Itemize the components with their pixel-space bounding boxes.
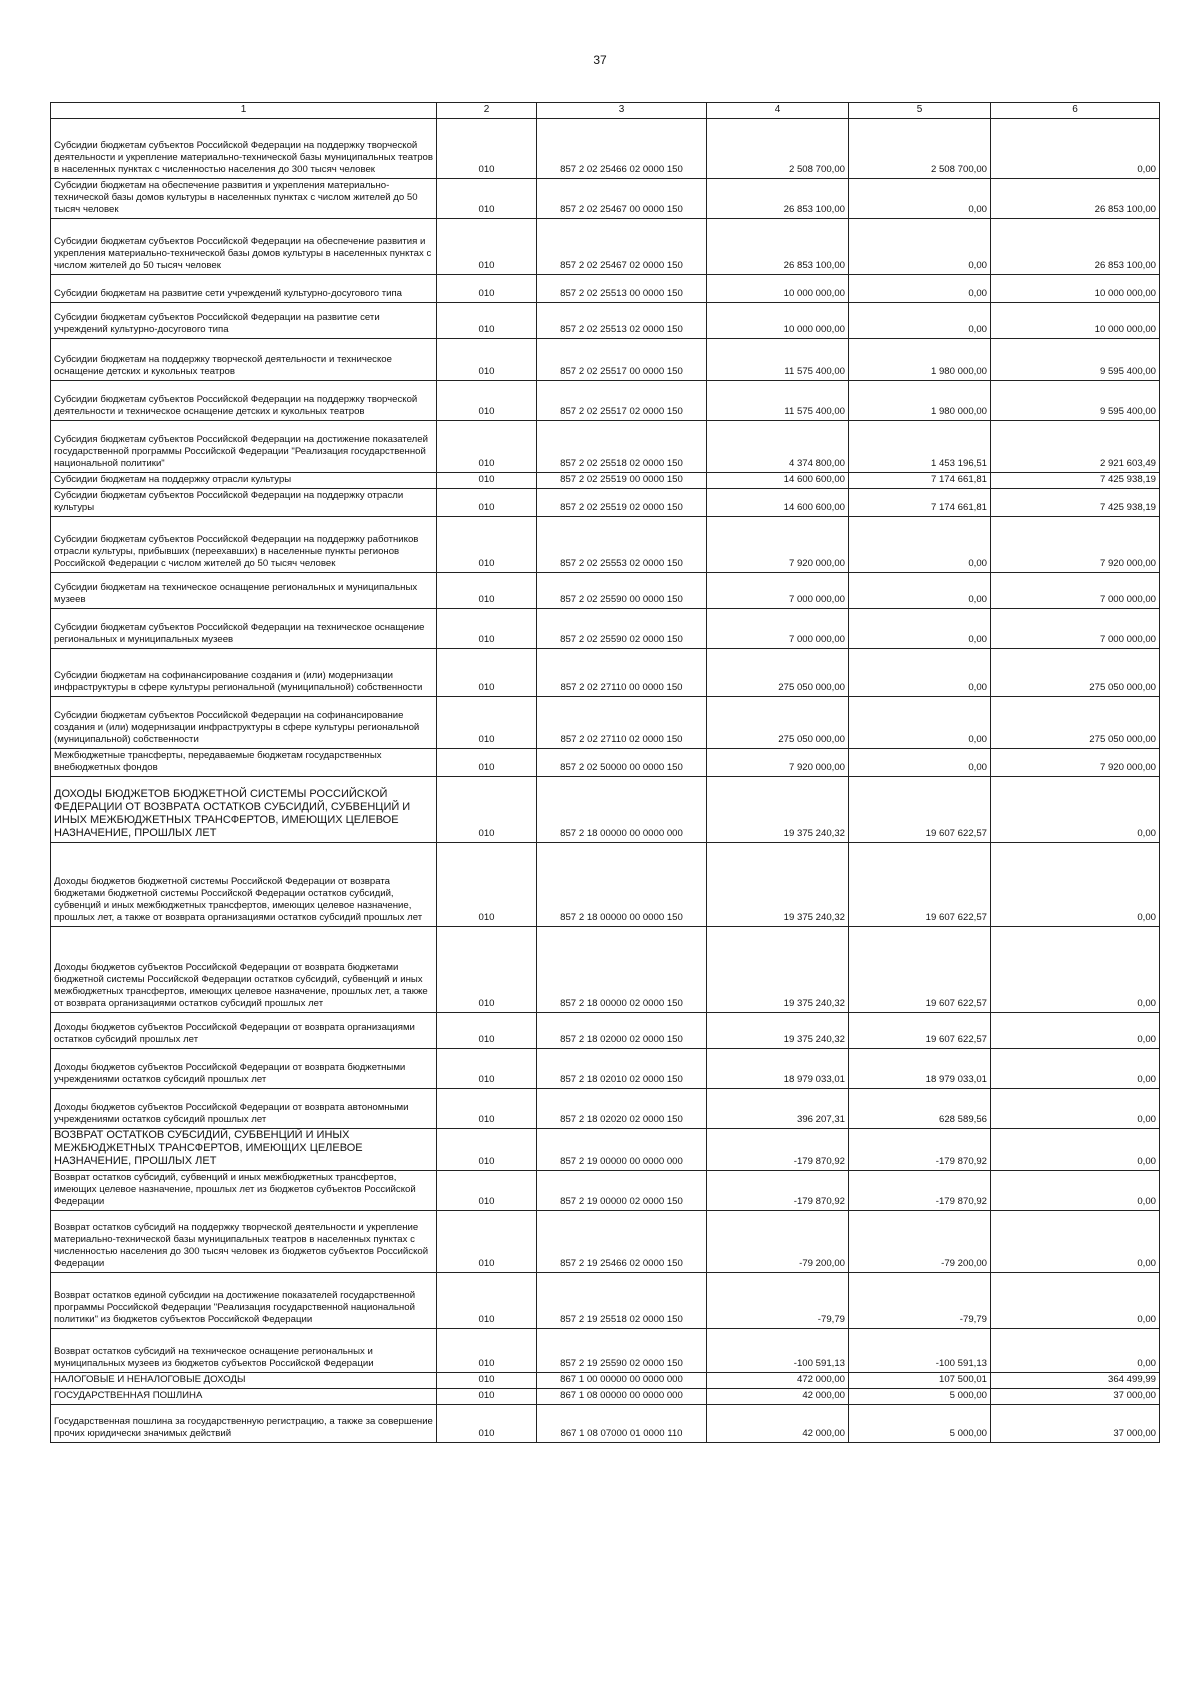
row-code: 010	[437, 1329, 537, 1373]
table-row	[51, 219, 1160, 275]
row-kbk: 857 2 18 00000 02 0000 150	[537, 927, 707, 1013]
table-row	[51, 119, 1160, 179]
table-row	[51, 1089, 1160, 1129]
row-kbk: 857 2 02 25513 02 0000 150	[537, 303, 707, 339]
row-value-col6: 0,00	[991, 1273, 1160, 1329]
row-value-col5: 2 508 700,00	[849, 119, 991, 179]
row-value-col6: 9 595 400,00	[991, 339, 1160, 381]
row-value-col4: 14 600 600,00	[707, 473, 849, 489]
row-name: Субсидия бюджетам субъектов Российской Федерации на достижение показателей государственной программы Российской Федерации "Реализация государственной национальной политики"	[51, 421, 437, 473]
row-code: 010	[437, 119, 537, 179]
row-name: Субсидии бюджетам субъектов Российской Федерации на обеспечение развития и укрепления материально-технической базы домов культуры в населенных пунктах с числом жителей до 50 тысяч человек	[51, 219, 437, 275]
row-kbk: 857 2 02 27110 00 0000 150	[537, 649, 707, 697]
row-value-col4: 11 575 400,00	[707, 381, 849, 421]
row-value-col6: 7 425 938,19	[991, 489, 1160, 517]
row-value-col6: 0,00	[991, 1329, 1160, 1373]
row-name: Субсидии бюджетам субъектов Российской Федерации на поддержку работников отрасли культуры, прибывших (переехавших) в населенные пункты регионов Российской Федерации с числом жителей до 50 тысяч человек	[51, 517, 437, 573]
row-value-col6: 0,00	[991, 843, 1160, 927]
table-row	[51, 1171, 1160, 1211]
row-name: Возврат остатков субсидий на техническое оснащение региональных и муниципальных музеев из бюджетов субъектов Российской Федерации	[51, 1329, 437, 1373]
row-value-col4: 472 000,00	[707, 1373, 849, 1389]
row-code: 010	[437, 927, 537, 1013]
row-code: 010	[437, 421, 537, 473]
row-value-col4: 14 600 600,00	[707, 489, 849, 517]
row-value-col6: 10 000 000,00	[991, 303, 1160, 339]
row-kbk: 857 2 18 02010 02 0000 150	[537, 1049, 707, 1089]
row-name: НАЛОГОВЫЕ И НЕНАЛОГОВЫЕ ДОХОДЫ	[51, 1373, 437, 1389]
row-code: 010	[437, 517, 537, 573]
row-value-col4: 7 920 000,00	[707, 517, 849, 573]
row-value-col5: 0,00	[849, 275, 991, 303]
row-value-col5: 19 607 622,57	[849, 777, 991, 843]
row-value-col5: 1 980 000,00	[849, 339, 991, 381]
row-value-col5: -179 870,92	[849, 1171, 991, 1211]
table-row	[51, 1013, 1160, 1049]
row-value-col4: 11 575 400,00	[707, 339, 849, 381]
row-value-col6: 26 853 100,00	[991, 219, 1160, 275]
row-kbk: 857 2 19 00000 00 0000 000	[537, 1129, 707, 1171]
row-kbk: 857 2 02 25467 00 0000 150	[537, 179, 707, 219]
table-row	[51, 697, 1160, 749]
row-value-col5: 0,00	[849, 179, 991, 219]
row-value-col6: 0,00	[991, 1089, 1160, 1129]
table-row	[51, 649, 1160, 697]
page-number: 37	[593, 53, 607, 67]
row-code: 010	[437, 609, 537, 649]
table-header-row	[51, 103, 1160, 119]
row-value-col6: 26 853 100,00	[991, 179, 1160, 219]
row-code: 010	[437, 1049, 537, 1089]
row-name: Возврат остатков единой субсидии на достижение показателей государственной программы Российской Федерации "Реализация государственной национальной политики" из бюджетов субъектов Российской Федерации	[51, 1273, 437, 1329]
row-value-col6: 0,00	[991, 1013, 1160, 1049]
table-row	[51, 573, 1160, 609]
row-kbk: 867 1 08 07000 01 0000 110	[537, 1405, 707, 1443]
row-value-col6: 275 050 000,00	[991, 697, 1160, 749]
row-value-col5: -79,79	[849, 1273, 991, 1329]
row-value-col4: 19 375 240,32	[707, 777, 849, 843]
row-kbk: 857 2 19 25590 02 0000 150	[537, 1329, 707, 1373]
table-row	[51, 609, 1160, 649]
row-value-col6: 10 000 000,00	[991, 275, 1160, 303]
row-value-col4: 7 920 000,00	[707, 749, 849, 777]
row-value-col5: 5 000,00	[849, 1389, 991, 1405]
row-value-col4: 275 050 000,00	[707, 649, 849, 697]
row-value-col5: 1 980 000,00	[849, 381, 991, 421]
row-code: 010	[437, 381, 537, 421]
row-value-col6: 7 920 000,00	[991, 517, 1160, 573]
row-code: 010	[437, 1373, 537, 1389]
column-header: 2	[437, 103, 537, 119]
row-name: Субсидии бюджетам на обеспечение развития и укрепления материально-технической базы домов культуры в населенных пунктах с числом жителей до 50 тысяч человек	[51, 179, 437, 219]
row-kbk: 857 2 02 25517 00 0000 150	[537, 339, 707, 381]
row-code: 010	[437, 473, 537, 489]
row-kbk: 857 2 02 25467 02 0000 150	[537, 219, 707, 275]
table-row	[51, 1049, 1160, 1089]
table-row	[51, 1211, 1160, 1273]
row-name: Доходы бюджетов субъектов Российской Федерации от возврата бюджетными учреждениями остатков субсидий прошлых лет	[51, 1049, 437, 1089]
row-code: 010	[437, 489, 537, 517]
row-value-col6: 0,00	[991, 1171, 1160, 1211]
row-name: Доходы бюджетов субъектов Российской Федерации от возврата бюджетами бюджетной системы Российской Федерации остатков субсидий, субвенций и иных межбюджетных трансфертов, имеющих целевое назначение, прошлых лет, а также от возврата организациями остатков субсидий прошлых лет	[51, 927, 437, 1013]
row-value-col6: 0,00	[991, 927, 1160, 1013]
row-value-col6: 0,00	[991, 1049, 1160, 1089]
row-code: 010	[437, 697, 537, 749]
row-name: Субсидии бюджетам субъектов Российской Федерации на развитие сети учреждений культурно-досугового типа	[51, 303, 437, 339]
budget-income-table	[50, 102, 1160, 1443]
row-value-col5: 1 453 196,51	[849, 421, 991, 473]
row-code: 010	[437, 1089, 537, 1129]
row-name: Субсидии бюджетам субъектов Российской Федерации на софинансирование создания и (или) модернизации инфраструктуры в сфере культуры региональной (муниципальной) собственности	[51, 697, 437, 749]
row-value-col5: 628 589,56	[849, 1089, 991, 1129]
row-value-col6: 7 000 000,00	[991, 573, 1160, 609]
table-row	[51, 1273, 1160, 1329]
row-kbk: 857 2 02 25519 00 0000 150	[537, 473, 707, 489]
row-code: 010	[437, 777, 537, 843]
row-value-col6: 0,00	[991, 1129, 1160, 1171]
table-row	[51, 275, 1160, 303]
row-value-col5: 0,00	[849, 303, 991, 339]
row-value-col5: -179 870,92	[849, 1129, 991, 1171]
row-value-col5: -100 591,13	[849, 1329, 991, 1373]
row-value-col4: 275 050 000,00	[707, 697, 849, 749]
row-value-col4: 42 000,00	[707, 1389, 849, 1405]
row-value-col4: 42 000,00	[707, 1405, 849, 1443]
row-value-col4: 4 374 800,00	[707, 421, 849, 473]
table-row	[51, 421, 1160, 473]
table-row	[51, 777, 1160, 843]
row-kbk: 857 2 02 25517 02 0000 150	[537, 381, 707, 421]
row-name: Возврат остатков субсидий, субвенций и иных межбюджетных трансфертов, имеющих целевое назначение, прошлых лет из бюджетов субъектов Российской Федерации	[51, 1171, 437, 1211]
row-kbk: 857 2 18 02020 02 0000 150	[537, 1089, 707, 1129]
row-code: 010	[437, 339, 537, 381]
table-row	[51, 1389, 1160, 1405]
row-kbk: 857 2 02 25590 00 0000 150	[537, 573, 707, 609]
row-value-col5: 0,00	[849, 573, 991, 609]
row-value-col5: 7 174 661,81	[849, 473, 991, 489]
row-value-col6: 0,00	[991, 1211, 1160, 1273]
row-kbk: 857 2 02 25518 02 0000 150	[537, 421, 707, 473]
row-value-col5: 19 607 622,57	[849, 843, 991, 927]
row-name: Субсидии бюджетам субъектов Российской Федерации на поддержку отрасли культуры	[51, 489, 437, 517]
row-code: 010	[437, 219, 537, 275]
row-value-col5: 0,00	[849, 749, 991, 777]
row-value-col5: 0,00	[849, 697, 991, 749]
row-kbk: 867 1 00 00000 00 0000 000	[537, 1373, 707, 1389]
row-value-col4: 18 979 033,01	[707, 1049, 849, 1089]
row-value-col5: 19 607 622,57	[849, 927, 991, 1013]
row-value-col6: 37 000,00	[991, 1389, 1160, 1405]
table-row	[51, 1405, 1160, 1443]
row-value-col5: 0,00	[849, 649, 991, 697]
row-value-col4: 26 853 100,00	[707, 179, 849, 219]
row-kbk: 857 2 02 25513 00 0000 150	[537, 275, 707, 303]
row-kbk: 857 2 19 25466 02 0000 150	[537, 1211, 707, 1273]
row-value-col6: 9 595 400,00	[991, 381, 1160, 421]
row-name: ГОСУДАРСТВЕННАЯ ПОШЛИНА	[51, 1389, 437, 1405]
row-value-col5: -79 200,00	[849, 1211, 991, 1273]
row-value-col4: 396 207,31	[707, 1089, 849, 1129]
column-header: 1	[51, 103, 437, 119]
row-value-col6: 37 000,00	[991, 1405, 1160, 1443]
row-kbk: 857 2 18 00000 00 0000 000	[537, 777, 707, 843]
row-name: Субсидии бюджетам субъектов Российской Федерации на техническое оснащение региональных и муниципальных музеев	[51, 609, 437, 649]
row-value-col5: 5 000,00	[849, 1405, 991, 1443]
table-row	[51, 1129, 1160, 1171]
table-row	[51, 517, 1160, 573]
table-row	[51, 381, 1160, 421]
table-row	[51, 179, 1160, 219]
row-value-col6: 7 425 938,19	[991, 473, 1160, 489]
row-value-col4: 19 375 240,32	[707, 1013, 849, 1049]
row-name: ДОХОДЫ БЮДЖЕТОВ БЮДЖЕТНОЙ СИСТЕМЫ РОССИЙСКОЙ ФЕДЕРАЦИИ ОТ ВОЗВРАТА ОСТАТКОВ СУБСИДИЙ, СУБВЕНЦИЙ И ИНЫХ МЕЖБЮДЖЕТНЫХ ТРАНСФЕРТОВ, ИМЕЮЩИХ ЦЕЛЕВОЕ НАЗНАЧЕНИЕ, ПРОШЛЫХ ЛЕТ	[51, 777, 437, 843]
table-row	[51, 489, 1160, 517]
table-row	[51, 843, 1160, 927]
row-value-col6: 2 921 603,49	[991, 421, 1160, 473]
row-value-col5: 19 607 622,57	[849, 1013, 991, 1049]
table-row	[51, 303, 1160, 339]
row-value-col5: 0,00	[849, 609, 991, 649]
row-name: Государственная пошлина за государственную регистрацию, а также за совершение прочих юридически значимых действий	[51, 1405, 437, 1443]
row-name: ВОЗВРАТ ОСТАТКОВ СУБСИДИЙ, СУБВЕНЦИЙ И ИНЫХ МЕЖБЮДЖЕТНЫХ ТРАНСФЕРТОВ, ИМЕЮЩИХ ЦЕЛЕВОЕ НАЗНАЧЕНИЕ, ПРОШЛЫХ ЛЕТ	[51, 1129, 437, 1171]
table-row	[51, 927, 1160, 1013]
row-kbk: 867 1 08 00000 00 0000 000	[537, 1389, 707, 1405]
row-name: Субсидии бюджетам на техническое оснащение региональных и муниципальных музеев	[51, 573, 437, 609]
row-value-col6: 7 000 000,00	[991, 609, 1160, 649]
row-value-col4: -100 591,13	[707, 1329, 849, 1373]
row-value-col4: -79 200,00	[707, 1211, 849, 1273]
row-value-col6: 275 050 000,00	[991, 649, 1160, 697]
row-value-col5: 7 174 661,81	[849, 489, 991, 517]
row-name: Доходы бюджетов субъектов Российской Федерации от возврата организациями остатков субсидий прошлых лет	[51, 1013, 437, 1049]
row-name: Субсидии бюджетам субъектов Российской Федерации на поддержку творческой деятельности и техническое оснащение детских и кукольных театров	[51, 381, 437, 421]
table-row	[51, 1373, 1160, 1389]
row-code: 010	[437, 649, 537, 697]
row-kbk: 857 2 02 25466 02 0000 150	[537, 119, 707, 179]
row-value-col4: 26 853 100,00	[707, 219, 849, 275]
row-code: 010	[437, 303, 537, 339]
row-code: 010	[437, 1389, 537, 1405]
row-code: 010	[437, 843, 537, 927]
row-value-col6: 364 499,99	[991, 1373, 1160, 1389]
row-kbk: 857 2 18 02000 02 0000 150	[537, 1013, 707, 1049]
row-kbk: 857 2 02 25590 02 0000 150	[537, 609, 707, 649]
row-name: Субсидии бюджетам на софинансирование создания и (или) модернизации инфраструктуры в сфере культуры региональной (муниципальной) собственности	[51, 649, 437, 697]
column-header: 4	[707, 103, 849, 119]
row-code: 010	[437, 1013, 537, 1049]
row-name: Возврат остатков субсидий на поддержку творческой деятельности и укрепление материально-технической базы муниципальных театров в населенных пунктах с численностью населения до 300 тысяч человек из бюджетов субъектов Российской Федерации	[51, 1211, 437, 1273]
table-row	[51, 339, 1160, 381]
row-kbk: 857 2 02 50000 00 0000 150	[537, 749, 707, 777]
row-value-col4: 19 375 240,32	[707, 843, 849, 927]
row-name: Субсидии бюджетам субъектов Российской Федерации на поддержку творческой деятельности и укрепление материально-технической базы муниципальных театров в населенных пунктах с численностью населения до 300 тысяч человек	[51, 119, 437, 179]
row-value-col6: 0,00	[991, 777, 1160, 843]
row-name: Субсидии бюджетам на поддержку творческой деятельности и техническое оснащение детских и кукольных театров	[51, 339, 437, 381]
table-row	[51, 473, 1160, 489]
row-kbk: 857 2 19 00000 02 0000 150	[537, 1171, 707, 1211]
row-value-col6: 7 920 000,00	[991, 749, 1160, 777]
row-value-col5: 18 979 033,01	[849, 1049, 991, 1089]
column-header: 6	[991, 103, 1160, 119]
row-code: 010	[437, 179, 537, 219]
row-value-col4: 19 375 240,32	[707, 927, 849, 1013]
row-value-col5: 107 500,01	[849, 1373, 991, 1389]
row-value-col4: 7 000 000,00	[707, 609, 849, 649]
row-value-col4: -179 870,92	[707, 1129, 849, 1171]
row-value-col4: 2 508 700,00	[707, 119, 849, 179]
row-value-col6: 0,00	[991, 119, 1160, 179]
row-kbk: 857 2 18 00000 00 0000 150	[537, 843, 707, 927]
row-code: 010	[437, 1405, 537, 1443]
row-value-col4: -79,79	[707, 1273, 849, 1329]
row-kbk: 857 2 02 25553 02 0000 150	[537, 517, 707, 573]
row-code: 010	[437, 1171, 537, 1211]
row-name: Межбюджетные трансферты, передаваемые бюджетам государственных внебюджетных фондов	[51, 749, 437, 777]
row-value-col4: 10 000 000,00	[707, 275, 849, 303]
row-code: 010	[437, 573, 537, 609]
row-value-col5: 0,00	[849, 517, 991, 573]
row-kbk: 857 2 19 25518 02 0000 150	[537, 1273, 707, 1329]
row-name: Субсидии бюджетам на поддержку отрасли культуры	[51, 473, 437, 489]
row-kbk: 857 2 02 25519 02 0000 150	[537, 489, 707, 517]
column-header: 5	[849, 103, 991, 119]
row-name: Доходы бюджетов бюджетной системы Российской Федерации от возврата бюджетами бюджетной системы Российской Федерации остатков субсидий, субвенций и иных межбюджетных трансфертов, имеющих целевое назначение, прошлых лет, а также от возврата организациями остатков субсидий прошлых лет	[51, 843, 437, 927]
row-code: 010	[437, 275, 537, 303]
row-code: 010	[437, 1129, 537, 1171]
row-code: 010	[437, 1273, 537, 1329]
row-code: 010	[437, 749, 537, 777]
row-value-col4: -179 870,92	[707, 1171, 849, 1211]
table-row	[51, 1329, 1160, 1373]
column-header: 3	[537, 103, 707, 119]
row-name: Субсидии бюджетам на развитие сети учреждений культурно-досугового типа	[51, 275, 437, 303]
row-value-col5: 0,00	[849, 219, 991, 275]
row-kbk: 857 2 02 27110 02 0000 150	[537, 697, 707, 749]
row-name: Доходы бюджетов субъектов Российской Федерации от возврата автономными учреждениями остатков субсидий прошлых лет	[51, 1089, 437, 1129]
row-value-col4: 7 000 000,00	[707, 573, 849, 609]
row-value-col4: 10 000 000,00	[707, 303, 849, 339]
row-code: 010	[437, 1211, 537, 1273]
table-row	[51, 749, 1160, 777]
